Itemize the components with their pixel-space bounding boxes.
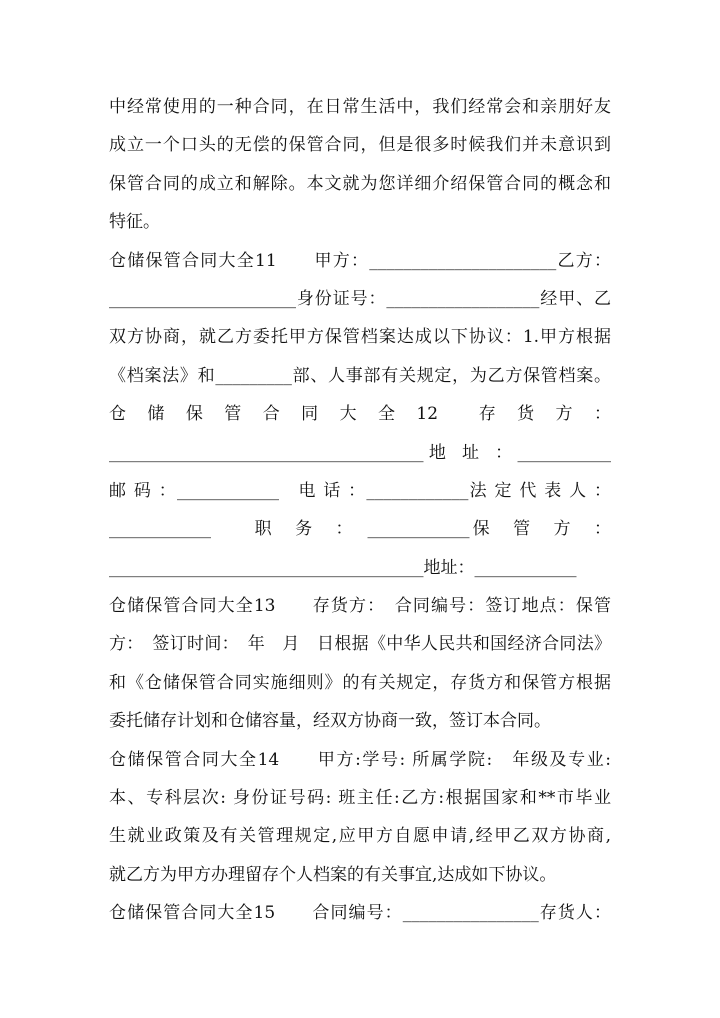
section-heading-line: 仓储保管合同大全15 合同编号：________________存货人： (109, 903, 611, 924)
section-heading-line: 仓储保管合同大全11 甲方：______________________乙方： (109, 250, 611, 271)
text-line: 中经常使用的一种合同，在日常生活中，我们经常会和亲朋好友 (109, 97, 611, 117)
text-line: _____________________________________地址：____________ (109, 557, 577, 578)
text-line: 本、专科层次: 身份证号码: 班主任:乙方:根据国家和**市毕业 (109, 788, 611, 809)
text-line: _____________________________________地 址 ：___________ (109, 442, 611, 463)
text-line: 邮 码 ：____________ 电 话 ：____________法 定 代 表 人 ： (109, 480, 611, 501)
text-line: 《档案法》和_________部、人事部有关规定，为乙方保管档案。 (109, 365, 611, 386)
document-body (109, 88, 611, 933)
text-line: 特征。 (109, 212, 160, 233)
text-line: 委托储存计划和仓储容量，经双方协商一致，签订本合同。 (109, 711, 551, 732)
text-line: 方： 签订时间： 年 月 日根据《中华人民共和国经济合同法》 (109, 634, 611, 655)
section-heading-line: 仓 储 保 管 合 同 大 全 12 存 货 方 ： (109, 404, 611, 425)
text-line: 生就业政策及有关管理规定,应甲方自愿申请,经甲乙双方协商, (109, 826, 611, 847)
text-line: 和《仓储保管合同实施细则》的有关规定，存货方和保管方根据 (109, 672, 611, 693)
text-line: ______________________身份证号：__________________经甲、乙 (109, 288, 611, 309)
text-line: 成立一个口头的无偿的保管合同，但是很多时候我们并未意识到 (109, 135, 611, 156)
section-heading-line: 仓储保管合同大全13 存货方： 合同编号：签订地点：保管 (109, 596, 611, 617)
text-line: 保管合同的成立和解除。本文就为您详细介绍保管合同的概念和 (109, 173, 611, 194)
text-line: 双方协商，就乙方委托甲方保管档案达成以下协议：1.甲方根据 (109, 327, 611, 348)
section-heading-line: 仓储保管合同大全14 甲方:学号: 所属学院: 年级及专业: (109, 749, 611, 770)
text-line: 就乙方为甲方办理留存个人档案的有关事宜,达成如下协议。 (109, 864, 557, 885)
text-line: ____________ 职 务 ： ____________保 管 方 ： (109, 519, 611, 540)
